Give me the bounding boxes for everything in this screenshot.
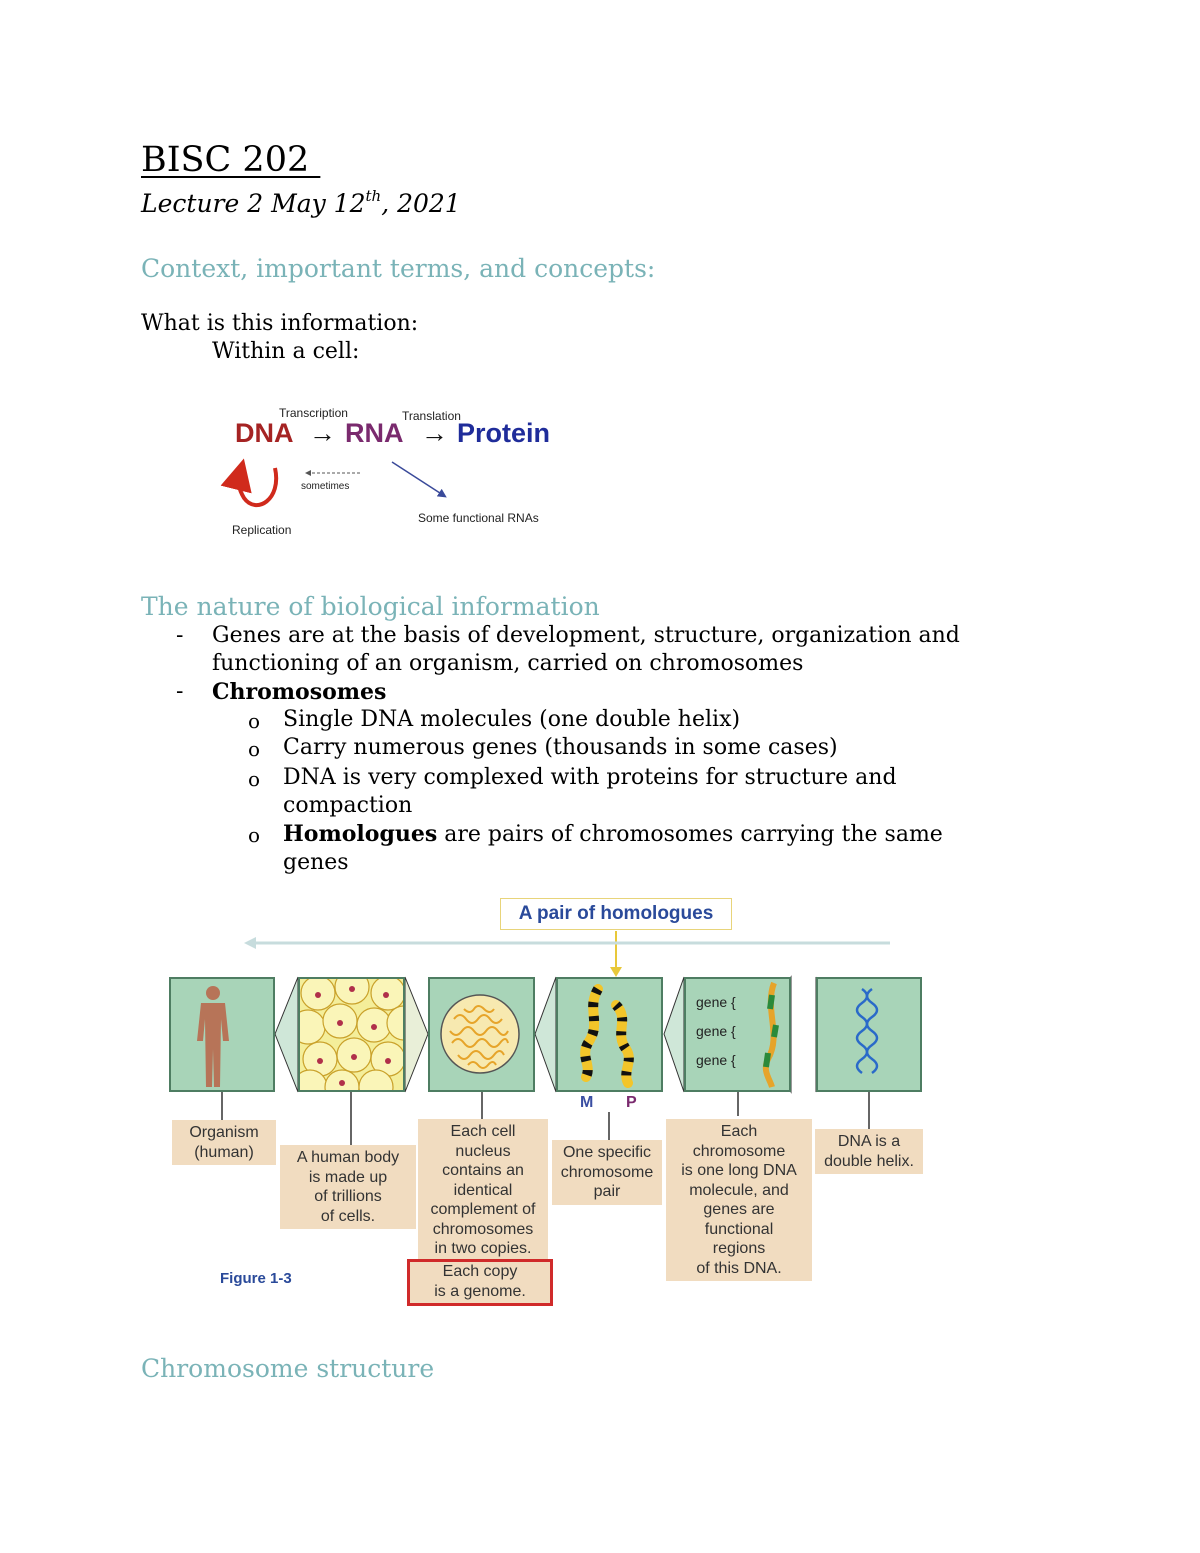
central-dogma-figure [220,390,570,540]
transcription-label: Transcription [279,406,348,420]
maternal-label: M [580,1094,594,1111]
organism-panel [169,977,275,1092]
caption-genome: Each copy is a genome. [407,1259,553,1306]
double-helix-icon [818,979,920,1090]
lecture-date: Lecture 2 May 12th, 2021 [141,187,461,218]
arrow-rna-protein: → [421,418,448,448]
cells-icon [300,979,403,1090]
cells-panel [298,977,405,1092]
genes-panel [684,977,791,1092]
bullet-genes: - Genes are at the basis of development, structure, organization and functioning of an organism, carried on chromosomes [176,623,960,676]
chromosome-pair-panel [556,977,663,1092]
arrow-dna-rna: → [309,418,336,448]
gene-label-1: gene { [696,994,736,1010]
gene-label-3: gene { [696,1052,736,1068]
homologues-figure [160,895,940,1315]
gene-label-2: gene { [696,1023,736,1039]
section-heading-nature: The nature of biological information [141,592,600,621]
translation-label: Translation [402,409,461,423]
caption-double-helix: DNA is a double helix. [815,1129,923,1174]
within-cell-line: Within a cell: [212,339,360,364]
question-line: What is this information: [141,311,419,336]
human-figure-icon [171,979,273,1090]
caption-chromosome-pair: One specific chromosome pair [552,1140,662,1205]
document-title: BISC 202 [141,140,321,180]
protein-label: Protein [457,418,551,448]
double-helix-panel [816,977,922,1092]
figure-connectors [160,895,940,1315]
nucleus-panel [428,977,535,1092]
chromosome-pair-icon [558,979,661,1090]
replication-arrow [239,468,276,505]
caption-chromosome: Each chromosome is one long DNA molecule, and genes are functional regions of this DNA. [666,1119,812,1281]
rna-label: RNA [345,418,404,448]
chromosome-strand-icon [686,979,789,1090]
caption-nucleus: Each cell nucleus contains an identical complement of chromosomes in two copies. [418,1119,548,1262]
paternal-label: P [626,1094,637,1111]
nucleus-icon [430,979,533,1090]
caption-organism: Organism (human) [172,1120,276,1165]
section-heading-context: Context, important terms, and concepts: [141,254,656,283]
replication-label: Replication [232,523,292,537]
functional-rna-arrow [392,462,443,495]
sometimes-label: sometimes [301,481,350,492]
dna-label: DNA [235,418,294,448]
caption-cells: A human body is made up of trillions of cells. [280,1145,416,1229]
figure-number-label: Figure 1-3 [220,1270,292,1287]
homologues-banner: A pair of homologues [500,898,732,930]
functional-rnas-label: Some functional RNAs [418,511,539,525]
bullet-chromosomes: - Chromosomes [176,679,387,705]
section-heading-chromosome-structure: Chromosome structure [141,1354,435,1383]
